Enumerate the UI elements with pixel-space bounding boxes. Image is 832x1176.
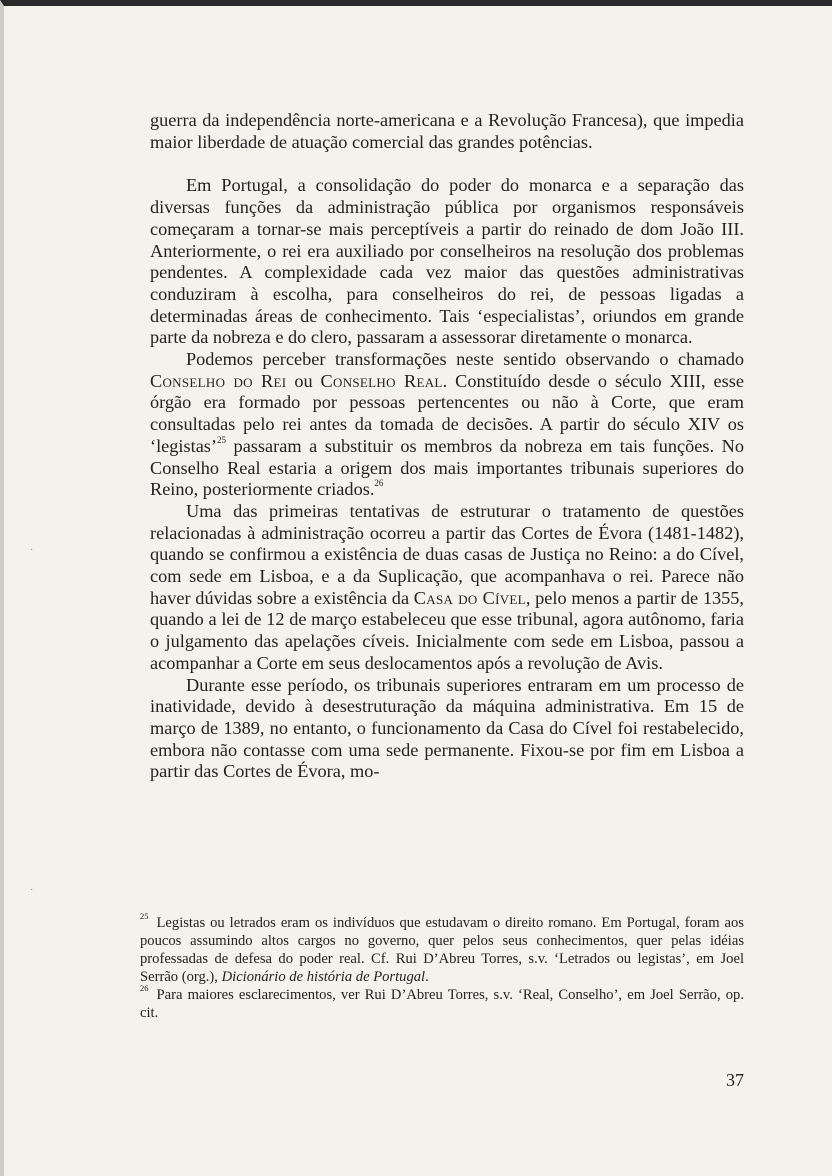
paragraph-3: Uma das primeiras tentativas de estruturar o tratamento de questões relacionadas à administração ocorreu a partir das Cortes de Évora (1481-1482), quando se confirmou a existência de duas casas de Justiça no Reino: a do Cível, com sede em Lisboa, e a da Suplicação, que acompanhava o rei. Parece não haver dúvidas sobre a existência da Casa do Cível, pelo menos a partir de 1355, quando a lei de 12 de março estabeleceu que esse tribunal, agora autônomo, faria o julgamento das apelações cíveis. Inicialmente com sede em Lisboa, passou a acompanhar a Corte em seus deslocamentos após a revolução de Avis. <box>150 500 744 673</box>
footnote-ref-25: 25 <box>217 434 227 445</box>
footnote-book-title: Dicionário de história de Portugal <box>221 969 426 985</box>
footnote-26: $^{26}$ Para maiores esclarecimentos, ver Rui D’Abreu Torres, s.v. ‘Real, Conselho’, em Joel Serrão, op. cit. <box>140 983 744 1021</box>
paragraph-continued: guerra da independência norte-americana e a Revolução Francesa), que impedia maior liberdade de atuação comercial das grandes potências. <box>150 110 744 152</box>
term-conselho-do-rei: Conselho do Rei <box>150 370 287 391</box>
paragraph-1: Em Portugal, a consolidação do poder do monarca e a separação das diversas funções da administração pública por organismos responsáveis começaram a tornar-se mais perceptíveis a partir do reinado de dom João III. Anteriormente, o rei era auxiliado por conselheiros na resolução dos problemas pendentes. A complexidade cada vez maior das questões administrativas conduziram à escolha, para conselheiros do rei, de pessoas ligadas a determinadas áreas de conhecimento. Tais ‘especialistas’, oriundos em grande parte da nobreza e do clero, passaram a assessorar diretamente o monarca. <box>150 175 744 348</box>
footnote-ref-26: 26 <box>374 478 384 489</box>
margin-mark: · <box>30 545 34 556</box>
margin-mark: · <box>30 885 34 896</box>
footnote-number: 25 <box>140 911 149 922</box>
term-casa-do-civel: Casa do Cível <box>413 587 526 608</box>
term-conselho-real: Conselho Real <box>320 370 443 391</box>
paragraph-4: Durante esse período, os tribunais superiores entraram em um processo de inatividade, devido à desestruturação da máquina administrativa. Em 15 de março de 1389, no entanto, o funcionamento da Casa do Cível foi restabelecido, embora não contasse com uma sede permanente. Fixou-se por fim em Lisboa a partir das Cortes de Évora, mo- <box>150 674 744 782</box>
body-text <box>150 110 744 783</box>
footnotes <box>140 911 744 1022</box>
footnote-number: 26 <box>140 983 149 994</box>
paragraph-2: Podemos perceber transformações neste sentido observando o chamado Conselho do Rei ou Conselho Real. Constituído desde o século XIII, esse órgão era formado por pessoas pertencentes ou não à Corte, que eram consultadas pelo rei antes da tomada de decisões. A partir do século XIV os ‘legistas’$^{25}$ passaram a substituir os membros da nobreza em tais funções. No Conselho Real estaria a origem dos mais importantes tribunais superiores do Reino, posteriormente criados.$^{26}$ <box>150 349 744 500</box>
page-number: 37 <box>726 1070 744 1090</box>
footnote-25: $^{25}$ Legistas ou letrados eram os indivíduos que estudavam o direito romano. Em Portugal, foram aos poucos assumindo altos cargos no governo, quer pelos seus conhecimentos, quer pelas idéias professadas de defesa do poder real. Cf. Rui D’Abreu Torres, s.v. ‘Letrados ou legistas’, em Joel Serrão (org.), Dicionário de história de Portugal. <box>140 911 744 985</box>
